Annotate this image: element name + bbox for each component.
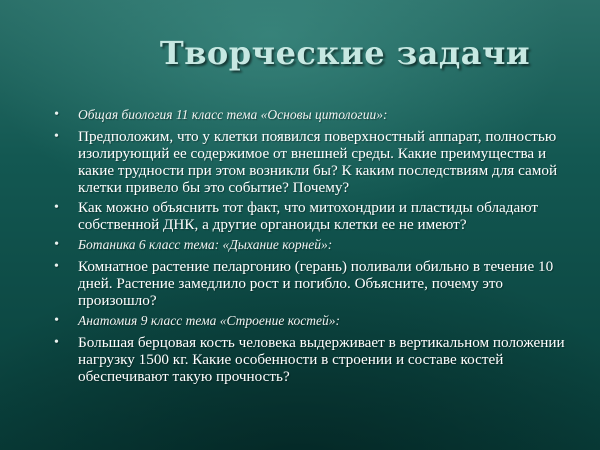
topic-item <box>54 106 580 123</box>
topic-text: Ботаника 6 класс тема: «Дыхание корней»: <box>78 237 333 252</box>
bullet-icon: • <box>54 107 59 122</box>
task-list <box>54 106 580 388</box>
question-text: Комнатное растение пеларгонию (герань) поливали обильно в течение 10 дней. Растение замедлило рост и погибло. Объясните, почему это произошло? <box>78 258 554 309</box>
slide-title: Творческие задачи <box>159 34 531 72</box>
topic-text: Анатомия 9 класс тема «Строение костей»: <box>78 313 340 328</box>
bullet-icon: • <box>54 313 59 328</box>
bullet-icon: • <box>54 259 59 274</box>
question-text: Большая берцовая кость человека выдерживает в вертикальном положении нагрузку 1500 кг. Какие особенности в строении и составе костей обеспечивают такую прочность? <box>78 334 565 385</box>
question-text: Предположим, что у клетки появился поверхностный аппарат, полностью изолирующий ее содержимое от внешней среды. Какие преимущества и какие трудности при этом возникли бы? К каким последствиям для самой клетки привело бы это событие? Почему? <box>78 128 558 196</box>
question-item <box>54 258 580 309</box>
bullet-icon: • <box>54 335 59 350</box>
bullet-icon: • <box>54 237 59 252</box>
topic-item <box>54 236 580 253</box>
question-item <box>54 128 580 196</box>
bullet-icon: • <box>54 200 59 215</box>
question-text: Как можно объяснить тот факт, что митохондрии и пластиды обладают собственной ДНК, а другие органоиды клетки ее не имеют? <box>78 199 539 233</box>
bullet-icon: • <box>54 129 59 144</box>
topic-text: Общая биология 11 класс тема «Основы цитологии»: <box>78 107 388 122</box>
question-item <box>54 334 580 385</box>
topic-item <box>54 312 580 329</box>
question-item <box>54 199 580 233</box>
